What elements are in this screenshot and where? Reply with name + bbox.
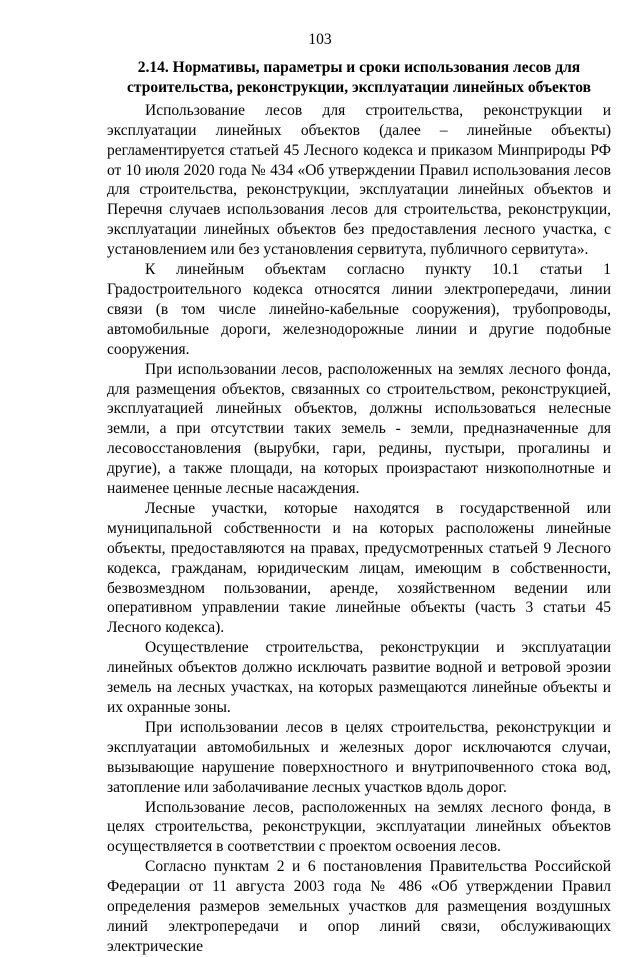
document-body [107, 58, 611, 957]
paragraph-5: Осуществление строительства, реконструкции и эксплуатации линейных объектов должно исключать развитие водной и ветровой эрозии земель на лесных участках, на которых размещаются линейные объекты и их охранные зоны. [107, 639, 611, 716]
paragraph-6: При использовании лесов в целях строительства, реконструкции и эксплуатации автомобильных и железных дорог исключаются случаи, вызывающие нарушение поверхностного и внутрипочвенного стока вод, затопление или заболачивание лесных участков вдоль дорог. [107, 718, 611, 796]
paragraph-7: Использование лесов, расположенных на землях лесного фонда, в целях строительства, реконструкции, эксплуатации линейных объектов осуществляется в соответствии с проектом освоения лесов. [107, 798, 611, 856]
page-number: 103 [308, 31, 332, 48]
paragraph-3: При использовании лесов, расположенных на землях лесного фонда, для размещения объектов, связанных со строительством, реконструкцией, эксплуатацией линейных объектов, должны использоваться нелесные земли, а при отсутствии таких земель - земли, предназначенные для лесовосстановления (вырубки, гари, редины, пустыри, прогалины и другие), а также площади, на которых произрастают низкополнотные и наименее ценные лесные насаждения. [107, 360, 611, 498]
paragraph-1: Использование лесов для строительства, реконструкции и эксплуатации линейных объектов (далее – линейные объекты) регламентируется статьей 45 Лесного кодекса и приказом Минприроды РФ от 10 июля 2020 года № 434 «Об утверждении Правил использования лесов для строительства, реконструкции, эксплуатации линейных объектов и Перечня случаев использования лесов для строительства, реконструкции, эксплуатации линейных объектов без предоставления лесного участка, с установлением или без установления сервитута, публичного сервитута». [107, 101, 611, 259]
section-title: 2.14. Нормативы, параметры и сроки использования лесов для строительства, реконструкции, эксплуатации линейных объектов [127, 59, 591, 96]
paragraph-8: Согласно пунктам 2 и 6 постановления Правительства Российской Федерации от 11 августа 2003 года № 486 «Об утверждении Правил определения размеров земельных участков для размещения воздушных линий электропередачи и опор линий связи, обслуживающих электрические [107, 858, 611, 955]
paragraph-2: К линейным объектам согласно пункту 10.1 статьи 1 Градостроительного кодекса относятся линии электропередачи, линии связи (в том числе линейно-кабельные сооружения), трубопроводы, автомобильные дороги, железнодорожные линии и другие подобные сооружения. [107, 261, 611, 358]
paragraph-4: Лесные участки, которые находятся в государственной или муниципальной собственности и на которых расположены линейные объекты, предоставляются на правах, предусмотренных статьей 9 Лесного кодекса, гражданам, юридическим лицам, имеющим в собственности, безвозмездном пользовании, аренде, хозяйственном ведении или оперативном управлении такие линейные объекты (часть 3 статьи 45 Лесного кодекса). [107, 499, 611, 637]
